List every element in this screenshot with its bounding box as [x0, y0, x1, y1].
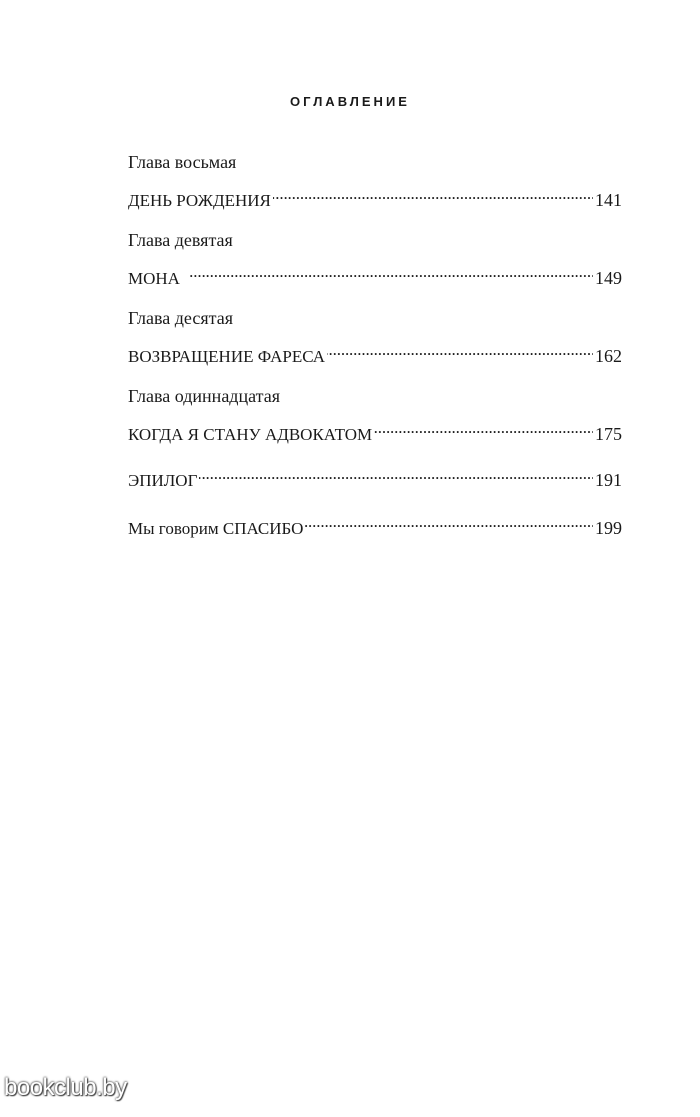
- page-number: 162: [595, 346, 622, 366]
- page-number: 199: [595, 518, 622, 538]
- page-number: 175: [595, 424, 622, 444]
- toc-entry-chapter-11: [128, 384, 622, 444]
- chapter-title: ДЕНЬ РОЖДЕНИЯ: [128, 191, 271, 210]
- toc-line[interactable]: [128, 462, 622, 490]
- chapter-title: МОНА: [128, 269, 180, 288]
- page-title: ОГЛАВЛЕНИЕ: [290, 94, 410, 109]
- toc-line[interactable]: [128, 510, 622, 538]
- dot-leader: [327, 338, 593, 362]
- watermark: bookclub.by: [4, 1074, 127, 1101]
- chapter-title: ЭПИЛОГ: [128, 471, 198, 490]
- toc-entry-thanks: [128, 510, 622, 538]
- toc-entry-epilogue: [128, 462, 622, 490]
- chapter-label: Глава девятая: [128, 230, 233, 250]
- dot-leader: [273, 182, 593, 206]
- toc-entry-chapter-10: [128, 306, 622, 366]
- chapter-title: Мы говорим СПАСИБО: [128, 519, 304, 538]
- toc-line[interactable]: [128, 182, 622, 210]
- toc-entry-chapter-8: [128, 150, 622, 210]
- chapter-label: Глава одиннадцатая: [128, 386, 280, 406]
- chapter-label: Глава восьмая: [128, 152, 237, 172]
- dot-leader: [182, 260, 593, 284]
- chapter-title: ВОЗВРАЩЕНИЕ ФАРЕСА: [128, 347, 325, 366]
- toc-line[interactable]: [128, 416, 622, 444]
- page-number: 149: [595, 268, 622, 288]
- dot-leader: [199, 462, 593, 486]
- page-number: 141: [595, 190, 622, 210]
- dot-leader: [305, 510, 593, 534]
- toc-line[interactable]: [128, 338, 622, 366]
- chapter-title: КОГДА Я СТАНУ АДВОКАТОМ: [128, 425, 373, 444]
- toc-line[interactable]: [128, 260, 622, 288]
- page-number: 191: [595, 470, 622, 490]
- table-of-contents: [128, 150, 622, 558]
- dot-leader: [374, 416, 593, 440]
- chapter-label: Глава десятая: [128, 308, 233, 328]
- toc-entry-chapter-9: [128, 228, 622, 288]
